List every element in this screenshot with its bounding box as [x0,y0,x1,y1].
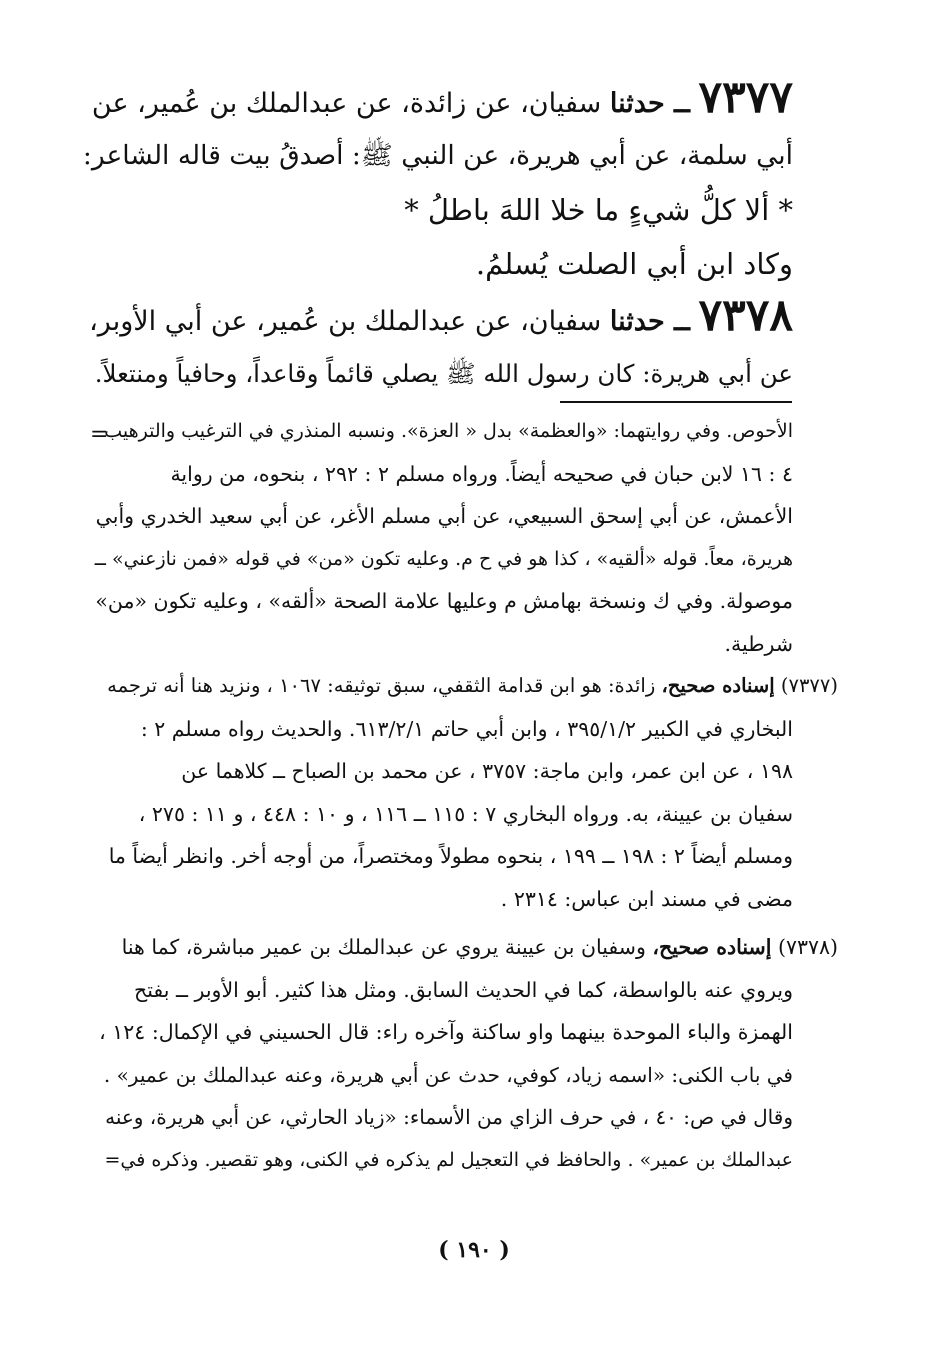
hadith-number: ٧٣٧٨ [698,290,793,341]
continuation-mark: = [90,422,109,447]
hadith-7377 [83,72,793,290]
footnote-separator [560,401,792,403]
footnote-continued [93,410,793,665]
footnote-ref: (٧٣٧٧) [780,674,838,697]
footnote-line: عبدالملك بن عمير» . والحافظ في التعجيل لم يذكره في الكنى، وهو تقصير. وذكره في= [104,1148,793,1171]
hadith-number: ٧٣٧٧ [698,72,793,123]
footnote-line: ١٩٨ ، عن ابن عمر، وابن ماجة: ٣٧٥٧ ، عن محمد بن الصباح ــ كلاهما عن [181,759,793,783]
hadith-intro: ــ حدثنا [609,88,690,119]
footnote-line: البخاري في الكبير ٣٩٥/١/٢ ، وابن أبي حاتم ٦١٣/٢/١. والحديث رواه مسلم ٢ : [140,716,793,741]
footnote-line: في باب الكنى: «اسمه زياد، كوفي، حدث عن أبي هريرة، وعنه عبدالملك بن عمير» . [103,1062,793,1087]
footnote-line [93,926,838,969]
footnote-text: زائدة: هو ابن قدامة الثقفي، سبق توثيقه: ١٠٦٧ ، ونزيد هنا أنه ترجمه [107,674,656,697]
hadith-text: سفيان، عن عبدالملك بن عُمير، عن أبي الأوبر، [89,306,602,337]
footnote-ref: (٧٣٧٨) [777,935,838,959]
hadith-text: سفيان، عن زائدة، عن عبدالملك بن عُمير، عن [91,88,602,119]
footnote-line: موصولة. وفي ك ونسخة بهامش م وعليها علامة الصحة «ألقه» ، وعليه تكون «من» [95,589,793,613]
hadith-7377-line1 [83,72,793,130]
footnote-text: وسفيان بن عيينة يروي عن عبدالملك بن عمير مباشرة، كما هنا [121,935,646,959]
footnote-line: ويروي عنه بالواسطة، كما في الحديث السابق. ومثل هذا كثير. أبو الأوبر ــ بفتح [134,977,793,1002]
footnote-grading: إسناده صحيح، [652,935,772,959]
poetry-verse: * ألا كلُّ شيءٍ ما خلا اللهَ باطلُ * [404,193,793,227]
hadith-intro: ــ حدثنا [609,306,690,337]
footnote-line: ٤ : ١٦ لابن حبان في صحيحه أيضاً. ورواه مسلم ٢ : ٢٩٢ ، بنحوه، من رواية [170,461,793,486]
hadith-7377-line3: وكاد ابن أبي الصلت يُسلمُ. [475,247,793,281]
footnote-line: الأحوص. وفي روايتهما: «والعظمة» بدل « العزة». ونسبه المنذري في الترغيب والترهيب [104,420,793,442]
page-number: ( ١٩٠ ) [438,1237,510,1263]
footnote-grading: إسناده صحيح، [661,674,775,697]
hadith-7378-line1 [83,290,793,348]
footnote-line [93,665,838,708]
footnote-7378 [93,926,838,1181]
footnote-line: هريرة، معاً. قوله «ألقيه» ، كذا هو في ح م. وعليه تكون «من» في قوله «فمن نازعني» ــ [94,547,793,570]
footnote-line: سفيان بن عيينة، به. ورواه البخاري ٧ : ١١٥ ــ ١١٦ ، و ١٠ : ٤٤٨ ، و ١١ : ٢٧٥ ، [138,801,793,826]
footnote-line: شرطية. [724,631,793,656]
footnote-line: الأعمش، عن أبي إسحق السبيعي، عن أبي مسلم الأغر، عن أبي سعيد الخدري وأبي [95,504,793,528]
footnote-line: الهمزة والباء الموحدة بينهما واو ساكنة وآخره راء: قال الحسيني في الإكمال: ١٢٤ ، [99,1020,793,1044]
footnote-line: ومسلم أيضاً ٢ : ١٩٨ ــ ١٩٩ ، بنحوه مطولاً ومختصراً، من أوجه أخر. وانظر أيضاً ما [108,844,793,868]
footnote-7377 [93,665,838,920]
footnote-line: وقال في ص: ٤٠ ، في حرف الزاي من الأسماء: «زياد الحارثي، عن أبي هريرة، وعنه [105,1105,793,1129]
hadith-7377-line2: أبي سلمة، عن أبي هريرة، عن النبي ﷺ: أصدقُ بيت قاله الشاعر: [82,140,793,171]
footnote-line: مضى في مسند ابن عباس: ٢٣١٤ . [500,886,793,911]
hadith-7378-line2: عن أبي هريرة: كان رسول الله ﷺ يصلي قائماً وقاعداً، وحافياً ومنتعلاً. [94,359,793,388]
hadith-7378 [83,290,793,400]
